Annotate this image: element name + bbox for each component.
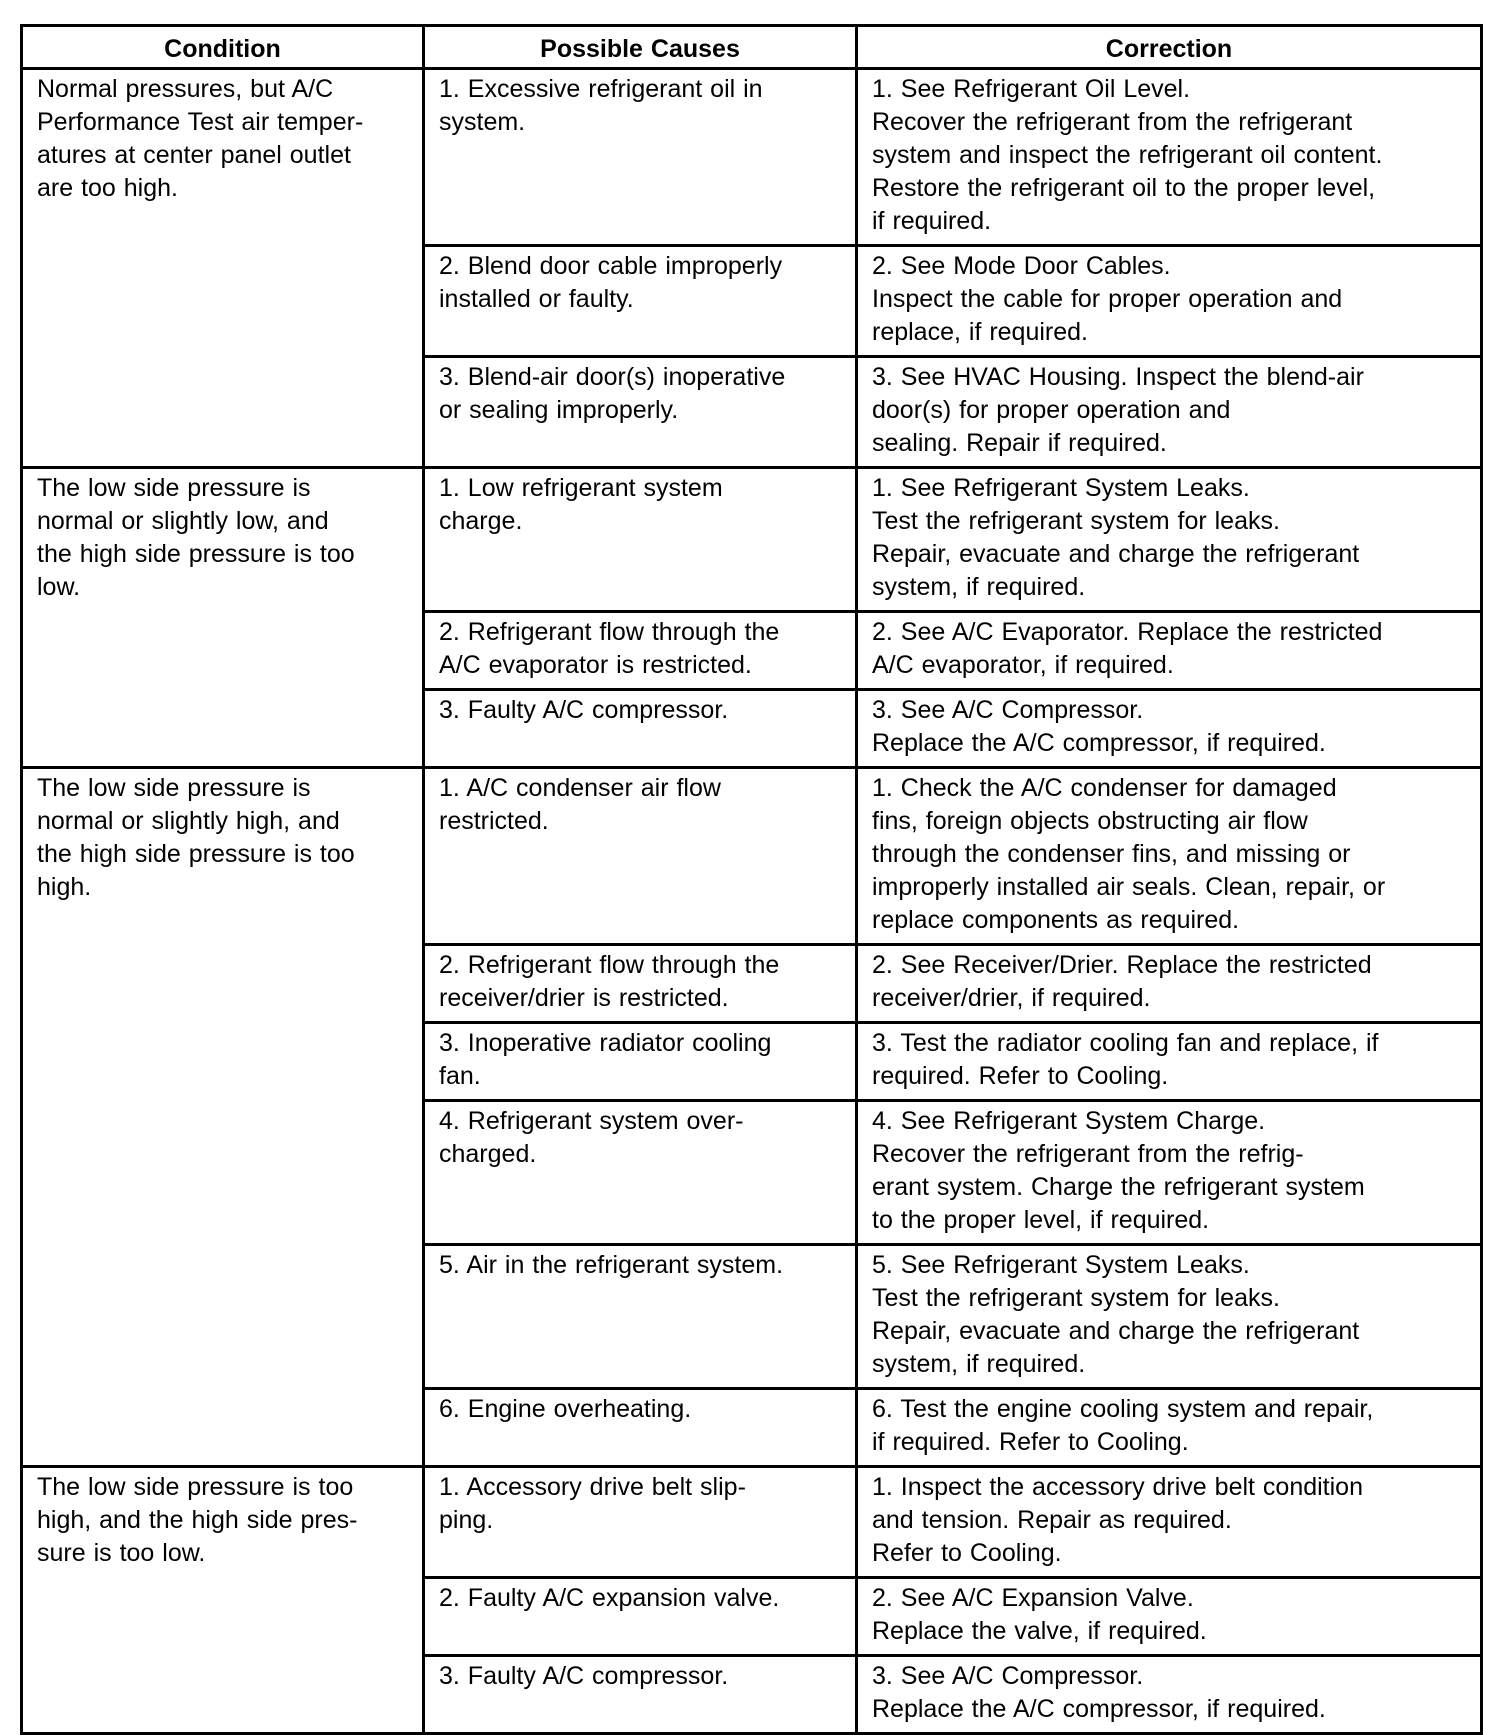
condition-cell: [22, 69, 424, 468]
possible-cause-cell: [424, 612, 857, 690]
condition-text-line: low.: [37, 573, 81, 601]
correction-text-line: system and inspect the refrigerant oil content.: [872, 141, 1383, 169]
cause-text-line: 3. Faulty A/C compressor.: [439, 1662, 729, 1690]
correction-cell: [857, 69, 1482, 246]
correction-text-line: 1. Inspect the accessory drive belt condition: [872, 1473, 1363, 1501]
correction-text-line: fins, foreign objects obstructing air flow: [872, 807, 1308, 835]
condition-text-line: the high side pressure is too: [37, 840, 355, 868]
cause-text-line: 6. Engine overheating.: [439, 1395, 692, 1423]
table-row: [22, 768, 1482, 945]
correction-text-line: 2. See A/C Expansion Valve.: [872, 1584, 1194, 1612]
condition-cell: [22, 1467, 424, 1734]
condition-text-line: the high side pressure is too: [37, 540, 355, 568]
possible-cause-cell: [424, 1101, 857, 1245]
correction-text-line: Repair, evacuate and charge the refrigerant: [872, 540, 1360, 568]
diagnosis-table-container: [20, 24, 1480, 1735]
correction-cell: [857, 1467, 1482, 1578]
possible-cause-cell: [424, 1389, 857, 1467]
condition-cell: [22, 768, 424, 1467]
correction-text-line: Replace the valve, if required.: [872, 1617, 1207, 1645]
cause-text-line: 2. Refrigerant flow through the: [439, 951, 780, 979]
cause-text-line: 1. A/C condenser air flow: [439, 774, 721, 802]
possible-cause-cell: [424, 468, 857, 612]
correction-text-line: Restore the refrigerant oil to the proper level,: [872, 174, 1376, 202]
cause-text-line: 3. Faulty A/C compressor.: [439, 696, 729, 724]
correction-text-line: 6. Test the engine cooling system and repair,: [872, 1395, 1374, 1423]
possible-cause-cell: [424, 1467, 857, 1578]
correction-text-line: Refer to Cooling.: [872, 1539, 1062, 1567]
correction-cell: [857, 468, 1482, 612]
correction-text-line: Recover the refrigerant from the refrigerant: [872, 108, 1353, 136]
correction-text-line: sealing. Repair if required.: [872, 429, 1167, 457]
correction-text-line: 5. See Refrigerant System Leaks.: [872, 1251, 1250, 1279]
header-condition: Condition: [22, 26, 424, 69]
correction-cell: [857, 945, 1482, 1023]
correction-text-line: Inspect the cable for proper operation and: [872, 285, 1343, 313]
possible-cause-cell: [424, 1656, 857, 1734]
cause-text-line: 3. Inoperative radiator cooling: [439, 1029, 772, 1057]
correction-text-line: Repair, evacuate and charge the refrigerant: [872, 1317, 1360, 1345]
condition-cell: [22, 468, 424, 768]
condition-text-line: normal or slightly low, and: [37, 507, 329, 535]
table-body: [22, 69, 1482, 1734]
possible-cause-cell: [424, 1245, 857, 1389]
header-possible-causes: Possible Causes: [424, 26, 857, 69]
cause-text-line: ping.: [439, 1506, 494, 1534]
cause-text-line: 2. Blend door cable improperly: [439, 252, 783, 280]
condition-text-line: sure is too low.: [37, 1539, 206, 1567]
correction-cell: [857, 768, 1482, 945]
cause-text-line: fan.: [439, 1062, 481, 1090]
cause-text-line: charge.: [439, 507, 523, 535]
cause-text-line: or sealing improperly.: [439, 396, 679, 424]
correction-text-line: Test the refrigerant system for leaks.: [872, 1284, 1280, 1312]
correction-text-line: Replace the A/C compressor, if required.: [872, 729, 1326, 757]
correction-text-line: to the proper level, if required.: [872, 1206, 1210, 1234]
correction-text-line: 1. See Refrigerant Oil Level.: [872, 75, 1191, 103]
correction-cell: [857, 1656, 1482, 1734]
correction-cell: [857, 1101, 1482, 1245]
cause-text-line: installed or faulty.: [439, 285, 634, 313]
possible-cause-cell: [424, 768, 857, 945]
condition-text-line: high.: [37, 873, 92, 901]
possible-cause-cell: [424, 69, 857, 246]
possible-cause-cell: [424, 1023, 857, 1101]
correction-cell: [857, 690, 1482, 768]
correction-cell: [857, 1389, 1482, 1467]
ac-diagnosis-table: [20, 24, 1483, 1735]
table-row: [22, 1467, 1482, 1578]
correction-text-line: system, if required.: [872, 1350, 1086, 1378]
correction-cell: [857, 1245, 1482, 1389]
possible-cause-cell: [424, 246, 857, 357]
correction-cell: [857, 1578, 1482, 1656]
cause-text-line: 1. Excessive refrigerant oil in: [439, 75, 763, 103]
correction-text-line: replace, if required.: [872, 318, 1089, 346]
correction-text-line: 2. See A/C Evaporator. Replace the restricted: [872, 618, 1383, 646]
condition-text-line: The low side pressure is too: [37, 1473, 354, 1501]
correction-text-line: 3. See HVAC Housing. Inspect the blend-air: [872, 363, 1364, 391]
possible-cause-cell: [424, 690, 857, 768]
correction-text-line: 4. See Refrigerant System Charge.: [872, 1107, 1266, 1135]
cause-text-line: 1. Low refrigerant system: [439, 474, 723, 502]
correction-text-line: if required. Refer to Cooling.: [872, 1428, 1189, 1456]
condition-text-line: Normal pressures, but A/C: [37, 75, 334, 103]
cause-text-line: A/C evaporator is restricted.: [439, 651, 752, 679]
cause-text-line: receiver/drier is restricted.: [439, 984, 729, 1012]
correction-text-line: improperly installed air seals. Clean, repair, or: [872, 873, 1386, 901]
cause-text-line: 4. Refrigerant system over-: [439, 1107, 744, 1135]
cause-text-line: system.: [439, 108, 526, 136]
possible-cause-cell: [424, 357, 857, 468]
correction-text-line: Replace the A/C compressor, if required.: [872, 1695, 1326, 1723]
correction-text-line: through the condenser fins, and missing or: [872, 840, 1351, 868]
condition-text-line: atures at center panel outlet: [37, 141, 351, 169]
correction-text-line: receiver/drier, if required.: [872, 984, 1151, 1012]
correction-text-line: 3. Test the radiator cooling fan and replace, if: [872, 1029, 1379, 1057]
cause-text-line: restricted.: [439, 807, 549, 835]
correction-text-line: system, if required.: [872, 573, 1086, 601]
correction-text-line: 1. See Refrigerant System Leaks.: [872, 474, 1250, 502]
correction-cell: [857, 612, 1482, 690]
correction-text-line: Test the refrigerant system for leaks.: [872, 507, 1280, 535]
correction-cell: [857, 246, 1482, 357]
correction-text-line: Recover the refrigerant from the refrig-: [872, 1140, 1304, 1168]
correction-text-line: and tension. Repair as required.: [872, 1506, 1232, 1534]
correction-text-line: required. Refer to Cooling.: [872, 1062, 1169, 1090]
header-row: [22, 26, 1482, 69]
table-row: [22, 69, 1482, 246]
table-row: [22, 468, 1482, 612]
condition-text-line: normal or slightly high, and: [37, 807, 340, 835]
correction-text-line: A/C evaporator, if required.: [872, 651, 1174, 679]
correction-text-line: erant system. Charge the refrigerant system: [872, 1173, 1365, 1201]
cause-text-line: 5. Air in the refrigerant system.: [439, 1251, 784, 1279]
correction-text-line: replace components as required.: [872, 906, 1240, 934]
cause-text-line: 2. Refrigerant flow through the: [439, 618, 780, 646]
correction-text-line: if required.: [872, 207, 992, 235]
cause-text-line: 2. Faulty A/C expansion valve.: [439, 1584, 780, 1612]
possible-cause-cell: [424, 1578, 857, 1656]
correction-text-line: door(s) for proper operation and: [872, 396, 1231, 424]
header-correction: Correction: [857, 26, 1482, 69]
correction-cell: [857, 1023, 1482, 1101]
correction-text-line: 3. See A/C Compressor.: [872, 696, 1144, 724]
correction-text-line: 3. See A/C Compressor.: [872, 1662, 1144, 1690]
correction-text-line: 1. Check the A/C condenser for damaged: [872, 774, 1337, 802]
condition-text-line: Performance Test air temper-: [37, 108, 364, 136]
condition-text-line: The low side pressure is: [37, 474, 311, 502]
cause-text-line: 3. Blend-air door(s) inoperative: [439, 363, 786, 391]
condition-text-line: are too high.: [37, 174, 178, 202]
possible-cause-cell: [424, 945, 857, 1023]
condition-text-line: high, and the high side pres-: [37, 1506, 358, 1534]
correction-text-line: 2. See Receiver/Drier. Replace the restricted: [872, 951, 1372, 979]
condition-text-line: The low side pressure is: [37, 774, 311, 802]
correction-text-line: 2. See Mode Door Cables.: [872, 252, 1171, 280]
cause-text-line: charged.: [439, 1140, 537, 1168]
cause-text-line: 1. Accessory drive belt slip-: [439, 1473, 746, 1501]
correction-cell: [857, 357, 1482, 468]
